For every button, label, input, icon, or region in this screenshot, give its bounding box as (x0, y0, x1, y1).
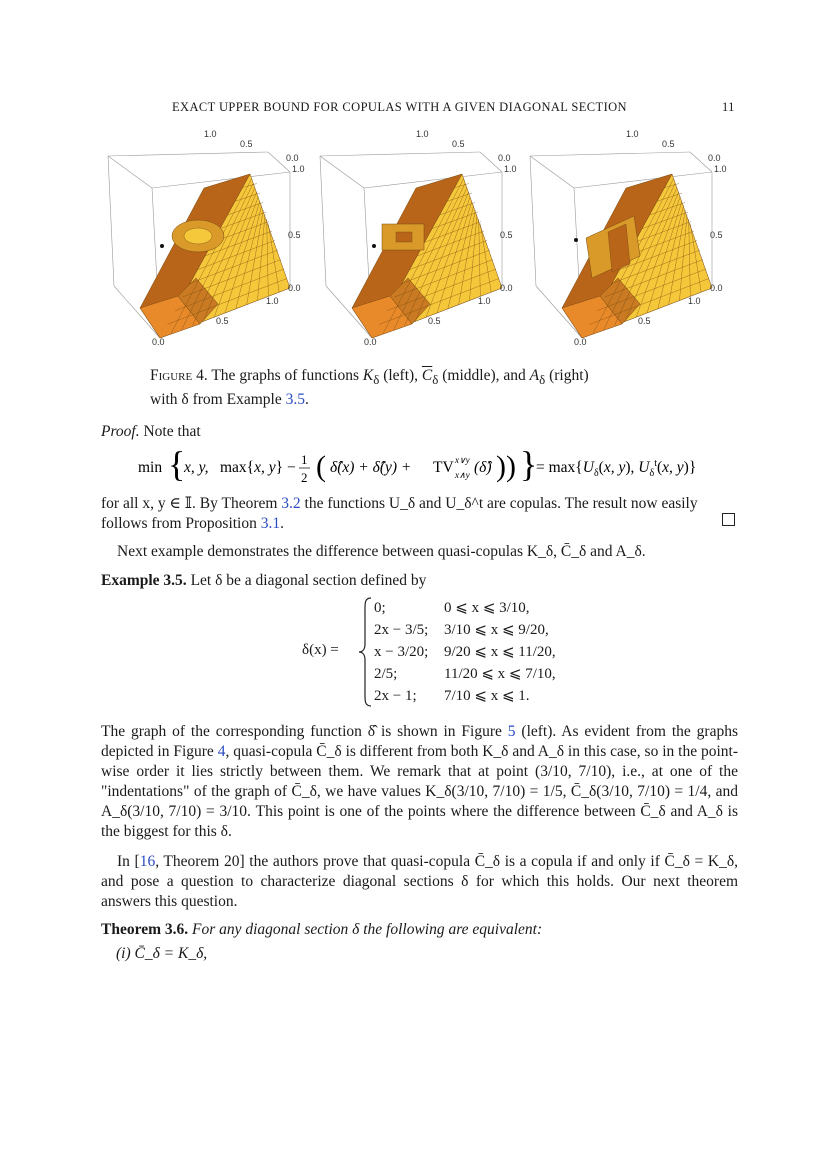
tick-back-mid: 0.5 (452, 139, 465, 149)
caption-label: Figure 4. (150, 367, 208, 384)
delta-lhs: δ(x) = (302, 642, 339, 658)
marked-point (574, 238, 578, 242)
surface-plot-C (312, 128, 526, 350)
svg-text:max{x, y} −: max{x, y} − (220, 459, 296, 476)
next-example-sentence: Next example demonstrates the difference between quasi-copulas K_δ, C̄_δ and A_δ. (117, 543, 646, 560)
svg-text:= max{Uδ(x, y), Uδt(x, y)}: = $\max\{U_\delta(x$, y), $U_\delta^t(x$, y)} (536, 458, 697, 479)
marked-point (372, 244, 376, 248)
tick-right-bottom: 0.0 (288, 283, 301, 293)
marked-point (160, 244, 164, 248)
equation-render (138, 446, 738, 488)
delta-definition: δ(x) = 0; 0 ⩽ x ⩽ 3/10, 2x − 3/5; 3/10 ⩽ x ⩽ 9/20, x − 3/20; 9/20 ⩽ x ⩽ 11/20, 2/5; 11/20 ⩽ x ⩽ 7/10, 2x − 1; 7/10 ⩽ x ⩽ 1. (302, 596, 542, 708)
paragraph-graph: The graph of the corresponding function δ̂ is shown in Figure 5 (left). As evident from the graphs depicted in Figure 4, quasi-copula C̄_δ is different from both K_δ and A_δ in this case, so in the point-wise order it lies strictly between them. We remark that at point (3/10, 7/10), i.e., at one of the "indentations" of the graph of C̄_δ, we have values K_δ(3/10, 7/10) = 1/5, C̄_δ(3/10, 7/10) = 1/4, and A_δ(3/10, 7/10) = 3/10. This point is one of the points where the difference between C̄_δ and A_δ is the biggest for this δ. (101, 723, 739, 840)
indentation-core (184, 228, 212, 244)
proof-conclusion: for all x, y ∈ 𝕀. By Theorem 3.2 the functions U_δ and U_δ^t are copulas. The result now easily follows from Proposition 3.1. (101, 495, 698, 532)
svg-text:δ̂(x) + δ̂(y) +: δ̂(x) + δ̂(y) + (330, 459, 412, 476)
tick-back-zero: 0.0 (286, 153, 299, 163)
theorem-3-6: Theorem 3.6. For any diagonal section δ the following are equivalent: (101, 921, 543, 938)
link-figure-5[interactable]: 5 (507, 723, 516, 740)
box-edge (320, 156, 326, 286)
tick-right-mid: 0.5 (500, 230, 513, 240)
tick-front-zero: 0.0 (364, 337, 377, 347)
tick-back-top: 1.0 (204, 129, 217, 139)
tick-back-top: 1.0 (416, 129, 429, 139)
tick-front-mid: 0.5 (638, 316, 651, 326)
svg-text:1: 1 (301, 452, 308, 467)
tick-front-zero: 0.0 (152, 337, 165, 347)
link-theorem-3-2[interactable]: 3.2 (281, 495, 301, 512)
box-edge (320, 152, 480, 156)
svg-text:min: min (138, 459, 163, 476)
surface-plot-A (522, 128, 736, 350)
panel-left-K (100, 128, 314, 350)
page-number: 11 (722, 100, 735, 114)
svg-text:x, y,: x, y, (184, 459, 209, 476)
tick-front-mid: 0.5 (216, 316, 229, 326)
proof-label: Proof. (101, 423, 140, 440)
svg-text:x∧y: x∧y (455, 470, 470, 480)
tick-right-mid: 0.5 (288, 230, 301, 240)
indentation-core (608, 224, 630, 272)
paragraph-theorem-20: In [16, Theorem 20] the authors prove that quasi-copula C̄_δ is a copula if and only if C̄_δ = K_δ, and pose a question to characterize diagonal sections δ for which this holds. Our next theorem answers this question. (101, 853, 739, 910)
proof-intro: Proof. Note that (101, 423, 201, 440)
tick-right-mid: 0.5 (710, 230, 723, 240)
svg-text:{: { (168, 446, 186, 484)
box-edge (530, 152, 690, 156)
example-3-5: Example 3.5. Let δ be a diagonal section defined by (101, 572, 427, 589)
tick-back-zero: 0.0 (708, 153, 721, 163)
svg-text:(: ( (316, 450, 326, 483)
panel-right-A (522, 128, 736, 350)
tick-front-zero: 0.0 (574, 337, 587, 347)
link-example-3-5[interactable]: 3.5 (285, 391, 305, 409)
tick-front-end: 1.0 (688, 296, 701, 306)
tick-front-end: 1.0 (478, 296, 491, 306)
box-edge (108, 152, 268, 156)
tick-right-bottom: 0.0 (710, 283, 723, 293)
running-title: EXACT UPPER BOUND FOR COPULAS WITH A GIVEN DIAGONAL SECTION (172, 100, 627, 114)
tick-back-mid: 0.5 (240, 139, 253, 149)
svg-text:2: 2 (301, 470, 308, 485)
tick-front-mid: 0.5 (428, 316, 441, 326)
link-proposition-3-1[interactable]: 3.1 (260, 515, 281, 532)
svg-text:x∨y: x∨y (455, 455, 470, 465)
surface-plot-K (100, 128, 314, 350)
tick-back-zero: 0.0 (498, 153, 511, 163)
link-figure-4[interactable]: 4 (217, 743, 226, 760)
qed-square (722, 513, 735, 526)
tick-back-mid: 0.5 (662, 139, 675, 149)
tick-right-bottom: 0.0 (500, 283, 513, 293)
tick-front-end: 1.0 (266, 296, 279, 306)
tick-right-top: 1.0 (292, 164, 305, 174)
tick-right-top: 1.0 (714, 164, 727, 174)
proof-equation (138, 446, 738, 488)
svg-text:(δ̂): (δ̂) (474, 459, 492, 476)
link-ref-16[interactable]: 16 (139, 853, 156, 870)
box-edge (530, 156, 536, 286)
svg-text:)): )) (496, 450, 516, 483)
example-label: Example 3.5. (101, 572, 187, 589)
box-edge (108, 156, 152, 188)
figure-caption: Figure 4. The graphs of functions $K_\delta$ (left), $\overline{C}_\delta$ (middle), and $A_\delta$ (right) with δ from Example 3.5. (150, 367, 589, 409)
box-edge (320, 156, 364, 188)
tick-right-top: 1.0 (504, 164, 517, 174)
indentation-core (396, 232, 412, 242)
tick-back-top: 1.0 (626, 129, 639, 139)
brace (358, 596, 374, 708)
svg-text:}: } (520, 446, 538, 484)
panel-middle-C (312, 128, 526, 350)
box-edge (108, 156, 114, 286)
theorem-item-i: (i) C̄_δ = K_δ, (116, 945, 208, 962)
figure-4 (100, 128, 740, 350)
box-edge (530, 156, 574, 188)
svg-text:TV: TV (433, 459, 454, 476)
theorem-label: Theorem 3.6. (101, 921, 189, 938)
